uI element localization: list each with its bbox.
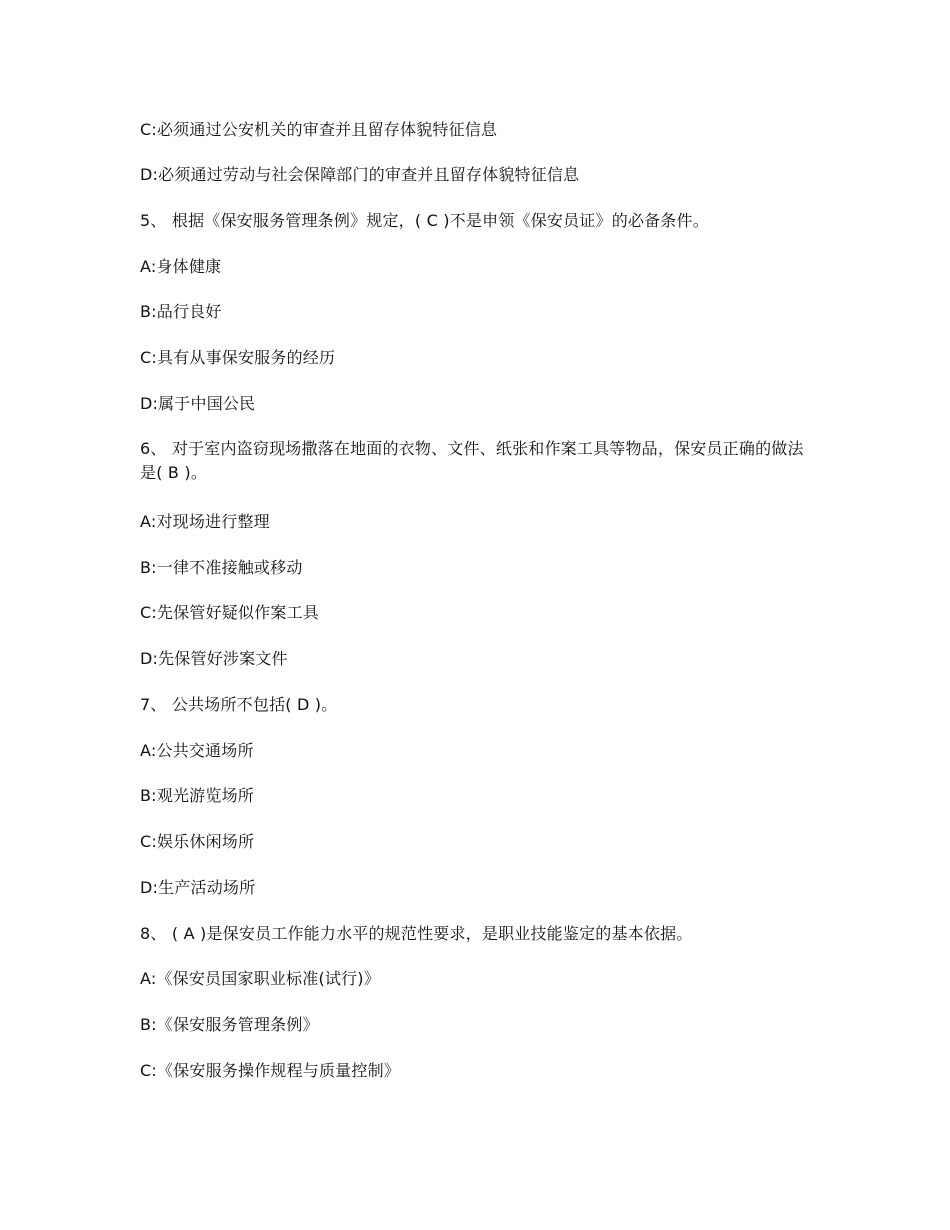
option-c-q4: C:必须通过公安机关的审查并且留存体貌特征信息	[140, 120, 498, 139]
option-d-q4: D:必须通过劳动与社会保障部门的审查并且留存体貌特征信息	[140, 165, 580, 184]
option-c-q8: C:《保安服务操作规程与质量控制》	[140, 1061, 400, 1080]
option-a-q5: A:身体健康	[140, 257, 222, 276]
option-a-q6: A:对现场进行整理	[140, 512, 270, 531]
option-b-q7: B:观光游览场所	[140, 786, 254, 805]
option-c-q6: C:先保管好疑似作案工具	[140, 603, 319, 622]
option-b-q6: B:一律不准接触或移动	[140, 558, 303, 577]
question-8: 8、 ( A )是保安员工作能力水平的规范性要求，是职业技能鉴定的基本依据。	[140, 924, 693, 943]
option-c-q5: C:具有从事保安服务的经历	[140, 348, 336, 367]
question-6: 6、 对于室内盗窃现场撒落在地面的衣物、文件、纸张和作案工具等物品，保安员正确的做法是( B )。	[140, 439, 804, 482]
option-b-q8: B:《保安服务管理条例》	[140, 1015, 319, 1034]
option-d-q5: D:属于中国公民	[140, 394, 256, 413]
option-b-q5: B:品行良好	[140, 302, 222, 321]
option-a-q8: A:《保安员国家职业标准(试行)》	[140, 969, 380, 988]
option-d-q6: D:先保管好涉案文件	[140, 649, 288, 668]
option-c-q7: C:娱乐休闲场所	[140, 832, 255, 851]
question-7: 7、 公共场所不包括( D )。	[140, 695, 338, 714]
question-5: 5、 根据《保安服务管理条例》规定，( C )不是申领《保安员证》的必备条件。	[140, 211, 709, 230]
option-a-q7: A:公共交通场所	[140, 741, 254, 760]
option-d-q7: D:生产活动场所	[140, 878, 256, 897]
